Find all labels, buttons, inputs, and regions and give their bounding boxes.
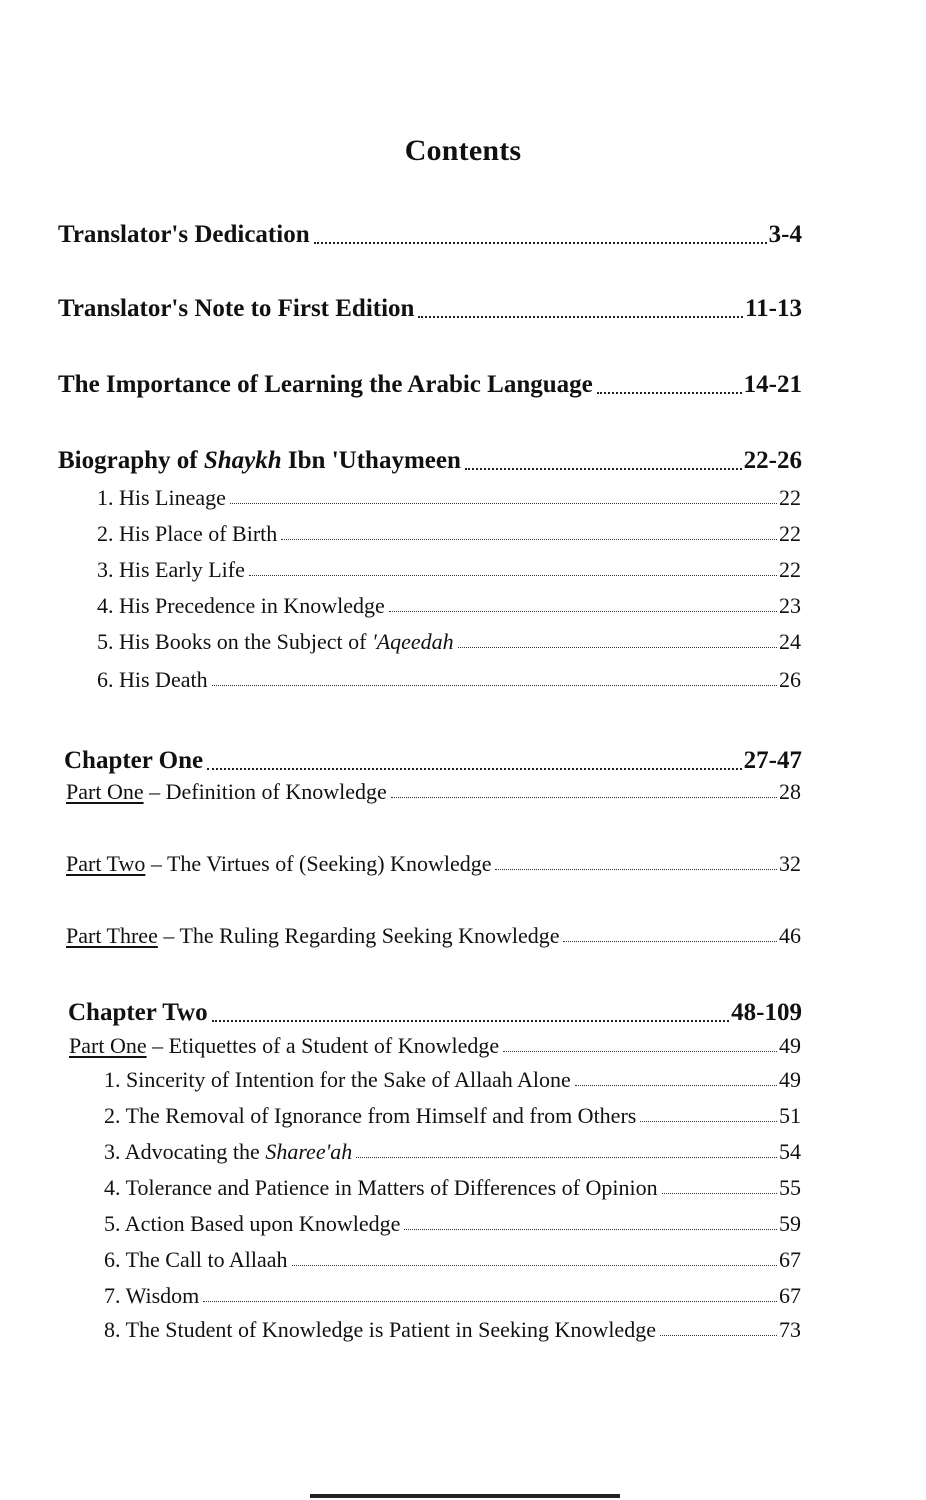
toc-entry-translators-note[interactable]: [58, 296, 802, 322]
toc-entry-biography[interactable]: [58, 448, 802, 474]
toc-entry-precedence[interactable]: [97, 594, 801, 617]
entry-page: 23: [779, 593, 801, 618]
toc-entry-wisdom[interactable]: [104, 1284, 801, 1307]
entry-page: 49: [779, 1067, 801, 1092]
toc-entry-books-aqeedah[interactable]: [97, 630, 801, 653]
entry-page: 27-47: [743, 747, 802, 774]
entry-page: 54: [779, 1139, 801, 1164]
entry-label: Chapter One: [64, 747, 204, 774]
toc-entry-chapter-one[interactable]: [64, 748, 802, 774]
entry-page: 59: [779, 1211, 801, 1236]
entry-label: 6. His Death: [97, 667, 208, 692]
dot-leader: [292, 1264, 777, 1266]
entry-page: 24: [779, 629, 801, 654]
dot-leader: [563, 940, 777, 942]
entry-label: 3. His Early Life: [97, 557, 245, 582]
entry-page: 49: [779, 1033, 801, 1058]
dot-leader: [495, 868, 777, 870]
entry-page: 28: [779, 779, 801, 804]
entry-label: 8. The Student of Knowledge is Patient in Seeking Knowledge: [104, 1317, 656, 1342]
dot-leader: [662, 1192, 777, 1194]
entry-label: Translator's Note to First Edition: [58, 295, 415, 322]
entry-label: Part Three – The Ruling Regarding Seeking Knowledge: [66, 923, 560, 948]
entry-page: 3-4: [768, 221, 802, 248]
entry-page: 55: [779, 1175, 801, 1200]
toc-entry-patience[interactable]: [104, 1318, 801, 1341]
entry-label: 4. Tolerance and Patience in Matters of Differences of Opinion: [104, 1175, 658, 1200]
entry-label: Translator's Dedication: [58, 221, 310, 248]
entry-label: Biography of Shaykh Ibn 'Uthaymeen: [58, 447, 461, 474]
dot-leader: [465, 466, 742, 470]
dot-leader: [503, 1050, 777, 1052]
dot-leader: [660, 1334, 777, 1336]
toc-entry-early-life[interactable]: [97, 558, 801, 581]
entry-label: 2. The Removal of Ignorance from Himself and from Others: [104, 1103, 637, 1128]
entry-label: Part One – Definition of Knowledge: [66, 779, 387, 804]
entry-page: 73: [779, 1317, 801, 1342]
toc-entry-place-of-birth[interactable]: [97, 522, 801, 545]
dot-leader: [203, 1300, 777, 1302]
entry-page: 14-21: [743, 371, 802, 398]
toc-entry-advocating-shareeah[interactable]: [104, 1140, 801, 1163]
dot-leader: [314, 240, 767, 244]
toc-entry-removal-of-ignorance[interactable]: [104, 1104, 801, 1127]
toc-entry-importance-arabic[interactable]: [58, 372, 802, 398]
dot-leader: [281, 538, 777, 540]
dot-leader: [230, 502, 777, 504]
toc-entry-action-based-on-knowledge[interactable]: [104, 1212, 801, 1235]
toc-entry-dedication[interactable]: [58, 222, 802, 248]
dot-leader: [640, 1120, 777, 1122]
entry-label: 3. Advocating the Sharee'ah: [104, 1139, 353, 1164]
entry-page: 48-109: [731, 999, 802, 1026]
entry-label: 1. His Lineage: [97, 485, 226, 510]
toc-entry-ch1-part-two[interactable]: [66, 852, 801, 875]
entry-page: 67: [779, 1247, 801, 1272]
entry-label: 7. Wisdom: [104, 1283, 200, 1308]
entry-page: 22: [779, 521, 801, 546]
dot-leader: [458, 646, 777, 648]
entry-page: 22: [779, 557, 801, 582]
entry-page: 11-13: [745, 295, 802, 322]
entry-label: 5. Action Based upon Knowledge: [104, 1211, 401, 1236]
dot-leader: [389, 610, 777, 612]
dot-leader: [575, 1084, 777, 1086]
toc-entry-ch1-part-three[interactable]: [66, 924, 801, 947]
toc-entry-chapter-two[interactable]: [68, 1000, 802, 1026]
entry-label: The Importance of Learning the Arabic Language: [58, 371, 593, 398]
entry-page: 51: [779, 1103, 801, 1128]
dot-leader: [212, 684, 777, 686]
toc-entry-lineage[interactable]: [97, 486, 801, 509]
entry-page: 67: [779, 1283, 801, 1308]
dot-leader: [249, 574, 777, 576]
entry-label: 1. Sincerity of Intention for the Sake of Allaah Alone: [104, 1067, 571, 1092]
entry-page: 32: [779, 851, 801, 876]
toc-entry-death[interactable]: [97, 668, 801, 691]
dot-leader: [212, 1018, 730, 1022]
entry-label: 6. The Call to Allaah: [104, 1247, 288, 1272]
dot-leader: [391, 796, 777, 798]
dot-leader: [207, 766, 742, 770]
entry-page: 46: [779, 923, 801, 948]
entry-label: 2. His Place of Birth: [97, 521, 278, 546]
entry-label: 4. His Precedence in Knowledge: [97, 593, 385, 618]
toc-entry-call-to-allaah[interactable]: [104, 1248, 801, 1271]
entry-label: 5. His Books on the Subject of 'Aqeedah: [97, 629, 454, 654]
dot-leader: [597, 390, 742, 394]
entry-label: Chapter Two: [68, 999, 208, 1026]
dot-leader: [418, 314, 743, 318]
entry-label: Part Two – The Virtues of (Seeking) Knowledge: [66, 851, 492, 876]
entry-page: 26: [779, 667, 801, 692]
toc-entry-ch1-part-one[interactable]: [66, 780, 801, 803]
entry-page: 22: [779, 485, 801, 510]
dot-leader: [404, 1228, 777, 1230]
entry-page: 22-26: [743, 447, 802, 474]
dot-leader: [356, 1156, 777, 1158]
page-title: Contents: [404, 134, 522, 167]
toc-entry-tolerance[interactable]: [104, 1176, 801, 1199]
toc-entry-sincerity[interactable]: [104, 1068, 801, 1091]
toc-entry-ch2-part-one[interactable]: [69, 1034, 801, 1057]
page-edge-rule: [310, 1494, 620, 1498]
entry-label: Part One – Etiquettes of a Student of Knowledge: [69, 1033, 500, 1058]
